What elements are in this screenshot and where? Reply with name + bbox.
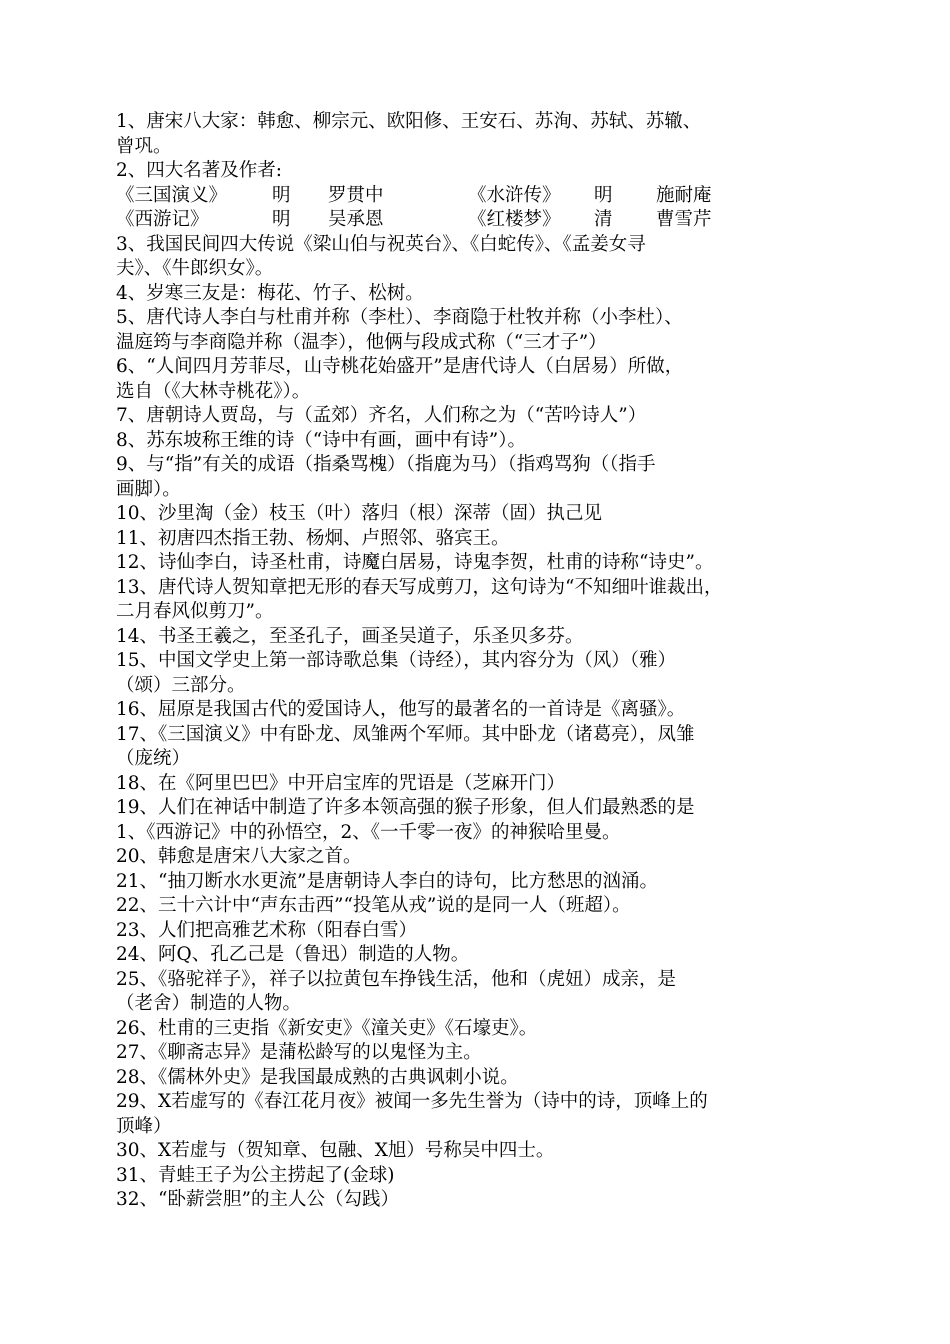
text-line: 11、初唐四杰指王勃、杨炯、卢照邻、骆宾王。 bbox=[116, 527, 510, 549]
text-line: 选自（《大林寺桃花》）。 bbox=[116, 380, 311, 402]
author: 罗贯中 bbox=[328, 184, 384, 206]
text-line: 29、X若虚写的《春江花月夜》被闻一多先生誉为（诗中的诗，顶峰上的 bbox=[116, 1091, 708, 1112]
text-line: 31、青蛙王子为公主捞起了(金球) bbox=[116, 1164, 395, 1186]
text-line: 19、人们在神话中制造了许多本领高强的猴子形象，但人们最熟悉的是 bbox=[116, 797, 695, 818]
author: 吴承恩 bbox=[328, 209, 384, 230]
text-line: 15、中国文学史上第一部诗歌总集（诗经），其内容分为（风）（雅） bbox=[116, 650, 677, 671]
text-line: 28、《儒林外史》是我国最成熟的古典讽刺小说。 bbox=[116, 1066, 519, 1088]
text-line: 二月春风似剪刀”。 bbox=[116, 601, 274, 622]
text-line: 23、人们把高雅艺术称（阳春白雪） bbox=[116, 919, 418, 941]
text-line: 32、“卧薪尝胆”的主人公（勾践） bbox=[116, 1189, 399, 1210]
dynasty: 明 bbox=[272, 184, 291, 206]
text-line: 16、屈原是我国古代的爱国诗人，他写的最著名的一首诗是《离骚》。 bbox=[116, 699, 686, 720]
text-line: 27、《聊斋志异》是蒲松龄写的以鬼怪为主。 bbox=[116, 1042, 482, 1063]
text-lines bbox=[116, 233, 842, 1213]
text-line: 9、与“指”有关的成语（指桑骂槐）（指鹿为马）（指鸡骂狗（（指手 bbox=[116, 454, 656, 475]
text-line: 26、杜甫的三吏指《新安吏》《潼关吏》《石壕吏》。 bbox=[116, 1017, 538, 1039]
text-line: 20、韩愈是唐宋八大家之首。 bbox=[116, 846, 362, 867]
dynasty: 明 bbox=[594, 184, 613, 206]
novel-title: 《红楼梦》 bbox=[468, 209, 561, 230]
text-line: （老舍）制造的人物。 bbox=[116, 993, 302, 1014]
text-line: 18、在《阿里巴巴》中开启宝库的咒语是（芝麻开门） bbox=[116, 772, 566, 794]
novel-title: 《水浒传》 bbox=[468, 184, 561, 206]
text-line: 5、唐代诗人李白与杜甫并称（李杜）、李商隐于杜牧并称（小李杜）、 bbox=[116, 307, 683, 328]
author: 施耐庵 bbox=[656, 184, 712, 206]
text-line: 2、四大名著及作者: bbox=[116, 160, 283, 181]
text-line: 24、阿Q、孔乙己是（鲁迅）制造的人物。 bbox=[116, 944, 470, 965]
text-line: 17、《三国演义》中有卧龙、凤雏两个军师。其中卧龙（诸葛亮），凤雏 bbox=[116, 723, 695, 745]
text-line: 30、X若虚与（贺知章、包融、X旭）号称吴中四士。 bbox=[116, 1140, 555, 1161]
novels-table-row bbox=[116, 208, 842, 233]
text-line: 21、“抽刀断水水更流”是唐朝诗人李白的诗句，比方愁思的汹涌。 bbox=[116, 870, 658, 892]
novels-table-row bbox=[116, 184, 842, 209]
text-line: 画脚）。 bbox=[116, 478, 181, 500]
text-line: 8、苏东坡称王维的诗（“诗中有画，画中有诗”）。 bbox=[116, 429, 526, 451]
text-line: 4、岁寒三友是：梅花、竹子、松树。 bbox=[116, 282, 424, 304]
text-line: 12、诗仙李白，诗圣杜甫，诗魔白居易，诗鬼李贺，杜甫的诗称“诗史”。 bbox=[116, 552, 714, 573]
text-line: 10、沙里淘（金）枝玉（叶）落归（根）深蒂（固）执己见 bbox=[116, 503, 603, 524]
text-line: 22、三十六计中“声东击西”“投笔从戎”说的是同一人（班超）。 bbox=[116, 895, 631, 916]
text-line: 3、我国民间四大传说《梁山伯与祝英台》、《白蛇传》、《孟姜女寻 bbox=[116, 233, 646, 255]
document-body bbox=[116, 110, 842, 1213]
text-line: 夫》、《牛郎织女》。 bbox=[116, 258, 274, 279]
novel-title: 《西游记》 bbox=[116, 209, 209, 230]
text-line: 25、《骆驼祥子》，祥子以拉黄包车挣钱生活，他和（虎妞）成亲，是 bbox=[116, 968, 677, 990]
text-line: 14、书圣王羲之，至圣孔子，画圣吴道子，乐圣贝多芬。 bbox=[116, 625, 584, 647]
text-line: 1、《西游记》中的孙悟空，2、《一千零一夜》的神猴哈里曼。 bbox=[116, 821, 621, 843]
text-line: （颂）三部分。 bbox=[116, 674, 246, 696]
text-line: （庞统） bbox=[116, 748, 191, 769]
text-line: 13、唐代诗人贺知章把无形的春天写成剪刀，这句诗为“不知细叶谁裁出， bbox=[116, 576, 723, 598]
text-line: 7、唐朝诗人贾岛，与（孟郊）齐名，人们称之为（“苦吟诗人”） bbox=[116, 405, 647, 426]
novel-title: 《三国演义》 bbox=[116, 184, 228, 206]
dynasty: 明 bbox=[272, 209, 291, 230]
text-line: 温庭筠与李商隐并称（温李），他俩与段成式称（“三才子”） bbox=[116, 331, 607, 353]
author: 曹雪芹 bbox=[656, 209, 712, 230]
text-line: 1、唐宋八大家：韩愈、柳宗元、欧阳修、王安石、苏洵、苏轼、苏辙、 bbox=[116, 111, 702, 132]
text-line: 6、“人间四月芳菲尽，山寺桃花始盛开”是唐代诗人（白居易）所做， bbox=[116, 356, 684, 377]
text-line: 曾巩。 bbox=[116, 135, 172, 157]
text-line: 顶峰） bbox=[116, 1115, 172, 1137]
dynasty: 清 bbox=[594, 209, 613, 230]
